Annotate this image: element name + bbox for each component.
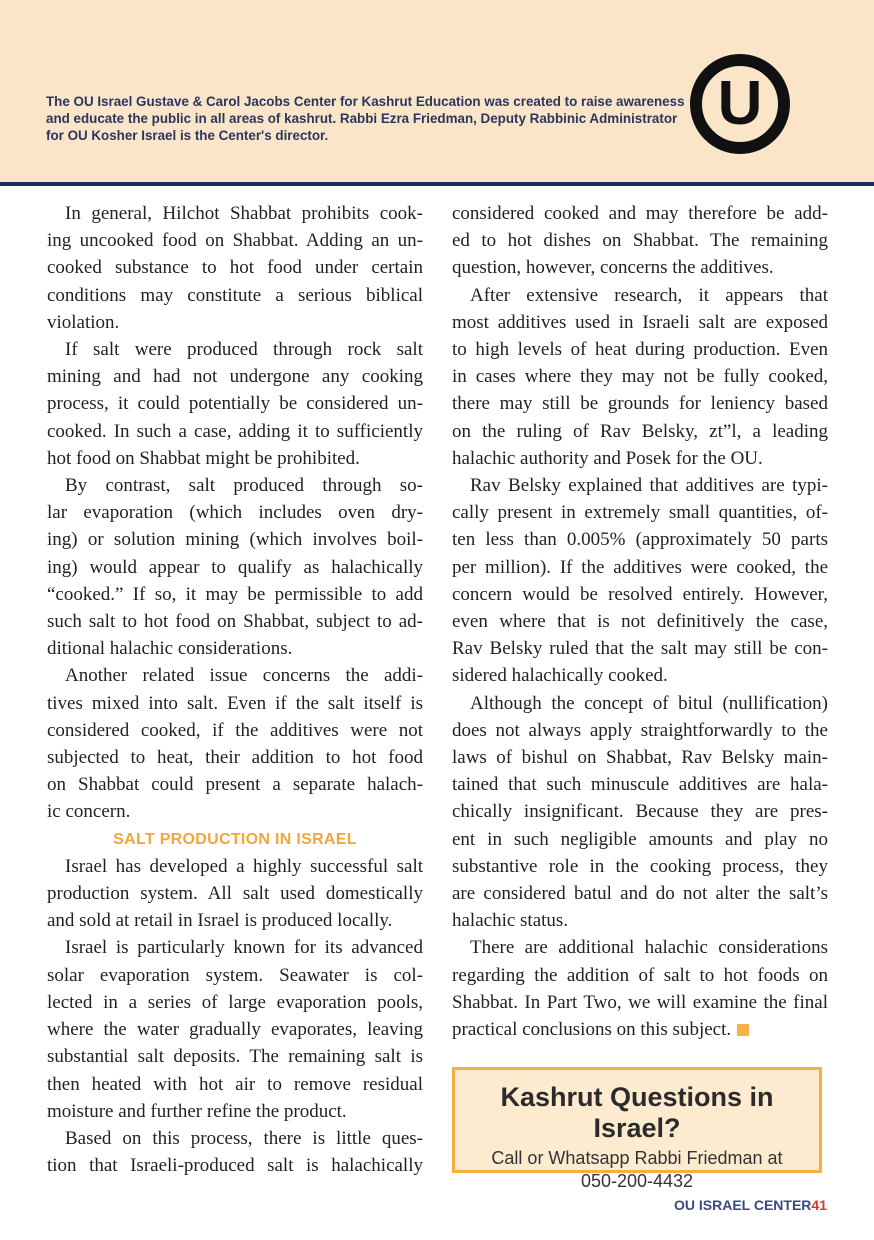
ou-logo-icon <box>688 52 792 156</box>
header-line: The OU Israel Gustave & Carol Jacobs Center for Kashrut Education was created to raise awareness <box>46 94 685 109</box>
ou-logo-letter: U <box>717 69 763 138</box>
header-blurb <box>46 93 686 144</box>
section-heading: SALT PRODUCTION IN ISRAEL <box>113 830 357 848</box>
header-line: and educate the public in all areas of kashrut. Rabbi Ezra Friedman, Deputy Rabbinic Administrator <box>46 111 678 126</box>
left-column <box>47 200 423 1179</box>
callout-title: Kashrut Questions in Israel? <box>500 1082 774 1143</box>
paragraph: After extensive research, it appears that most additives used in Israeli salt are exposed to high levels of heat during production. Even in cases where they may not be fully cooked, there may still be grounds for leniency based on the ruling of Rav Belsky, zt”l, a leading halachic authority and Posek for the OU. <box>452 284 828 469</box>
paragraph: In general, Hilchot Shabbat prohibits cook- ing uncooked food on Shabbat. Adding an un- cooked substance to hot food under certain conditions may constitute a serious biblical violation. <box>47 203 423 333</box>
paragraph: There are additional halachic considerations regarding the addition of salt to hot foods on Shabbat. In Part Two, we will examine the final practical conclusions on this subject. <box>452 937 828 1041</box>
callout-text: Call or Whatsapp Rabbi Friedman at <box>491 1148 783 1168</box>
paragraph: Israel is particularly known for its advanced solar evaporation system. Seawater is col- lected in a series of large evaporation pools, where the water gradually evaporates, leaving substantial salt deposits. The remaining salt is then heated with hot air to remove residual moisture and further refine the product. <box>47 937 423 1122</box>
paragraph: Although the concept of bitul (nullification) does not always apply straightforwardly to the laws of bishul on Shabbat, Rav Belsky main- tained that such minuscule additives are hala- chically insignificant. Because they are pres- ent in such negligible amounts and play no substantive role in the cooking process, they are considered batul and do not alter the salt’s halachic status. <box>452 692 828 932</box>
paragraph: Another related issue concerns the addi- tives mixed into salt. Even if the salt itself is considered cooked, if the additives were not subjected to heat, their addition to hot food on Shabbat could present a separate halach- ic concern. <box>47 665 423 823</box>
end-mark-icon <box>737 1024 749 1036</box>
paragraph: considered cooked and may therefore be add- ed to hot dishes on Shabbat. The remaining question, however, concerns the additives. <box>452 203 828 279</box>
header-line: for OU Kosher Israel is the Center's director. <box>46 128 329 143</box>
paragraph: If salt were produced through rock salt mining and had not undergone any cooking process, it could potentially be considered un- cooked. In such a case, adding it to sufficiently hot food on Shabbat might be prohibited. <box>47 339 423 469</box>
header-divider <box>0 182 874 186</box>
paragraph: Based on this process, there is little ques- tion that Israeli-produced salt is halachically <box>47 1127 423 1177</box>
right-column <box>452 200 828 1043</box>
callout-phone: 050-200-4432 <box>580 1171 694 1191</box>
footer-label: OU ISRAEL CENTER <box>673 1197 812 1213</box>
page-footer <box>674 1197 827 1213</box>
paragraph: Israel has developed a highly successful salt production system. All salt used domestically and sold at retail in Israel is produced locally. <box>47 855 423 932</box>
paragraph: By contrast, salt produced through so- lar evaporation (which includes oven dry- ing) or solution mining (which involves boil- ing) would appear to qualify as halachically “cooked.” If so, it may be permissible to add such salt to hot food on Shabbat, subject to ad- ditional halachic considerations. <box>47 475 423 660</box>
final-line: practical conclusions on this subject. <box>452 1019 732 1041</box>
paragraph: Rav Belsky explained that additives are typi- cally present in extremely small quantities, of- ten less than 0.005% (approximately 50 parts per million). If the additives were cooked, the concern would be resolved entirely. However, even where that is not definitively the case, Rav Belsky ruled that the salt may still be con- sidered halachically cooked. <box>452 475 828 687</box>
page-number: 41 <box>811 1197 827 1213</box>
kashrut-questions-box <box>452 1067 822 1191</box>
